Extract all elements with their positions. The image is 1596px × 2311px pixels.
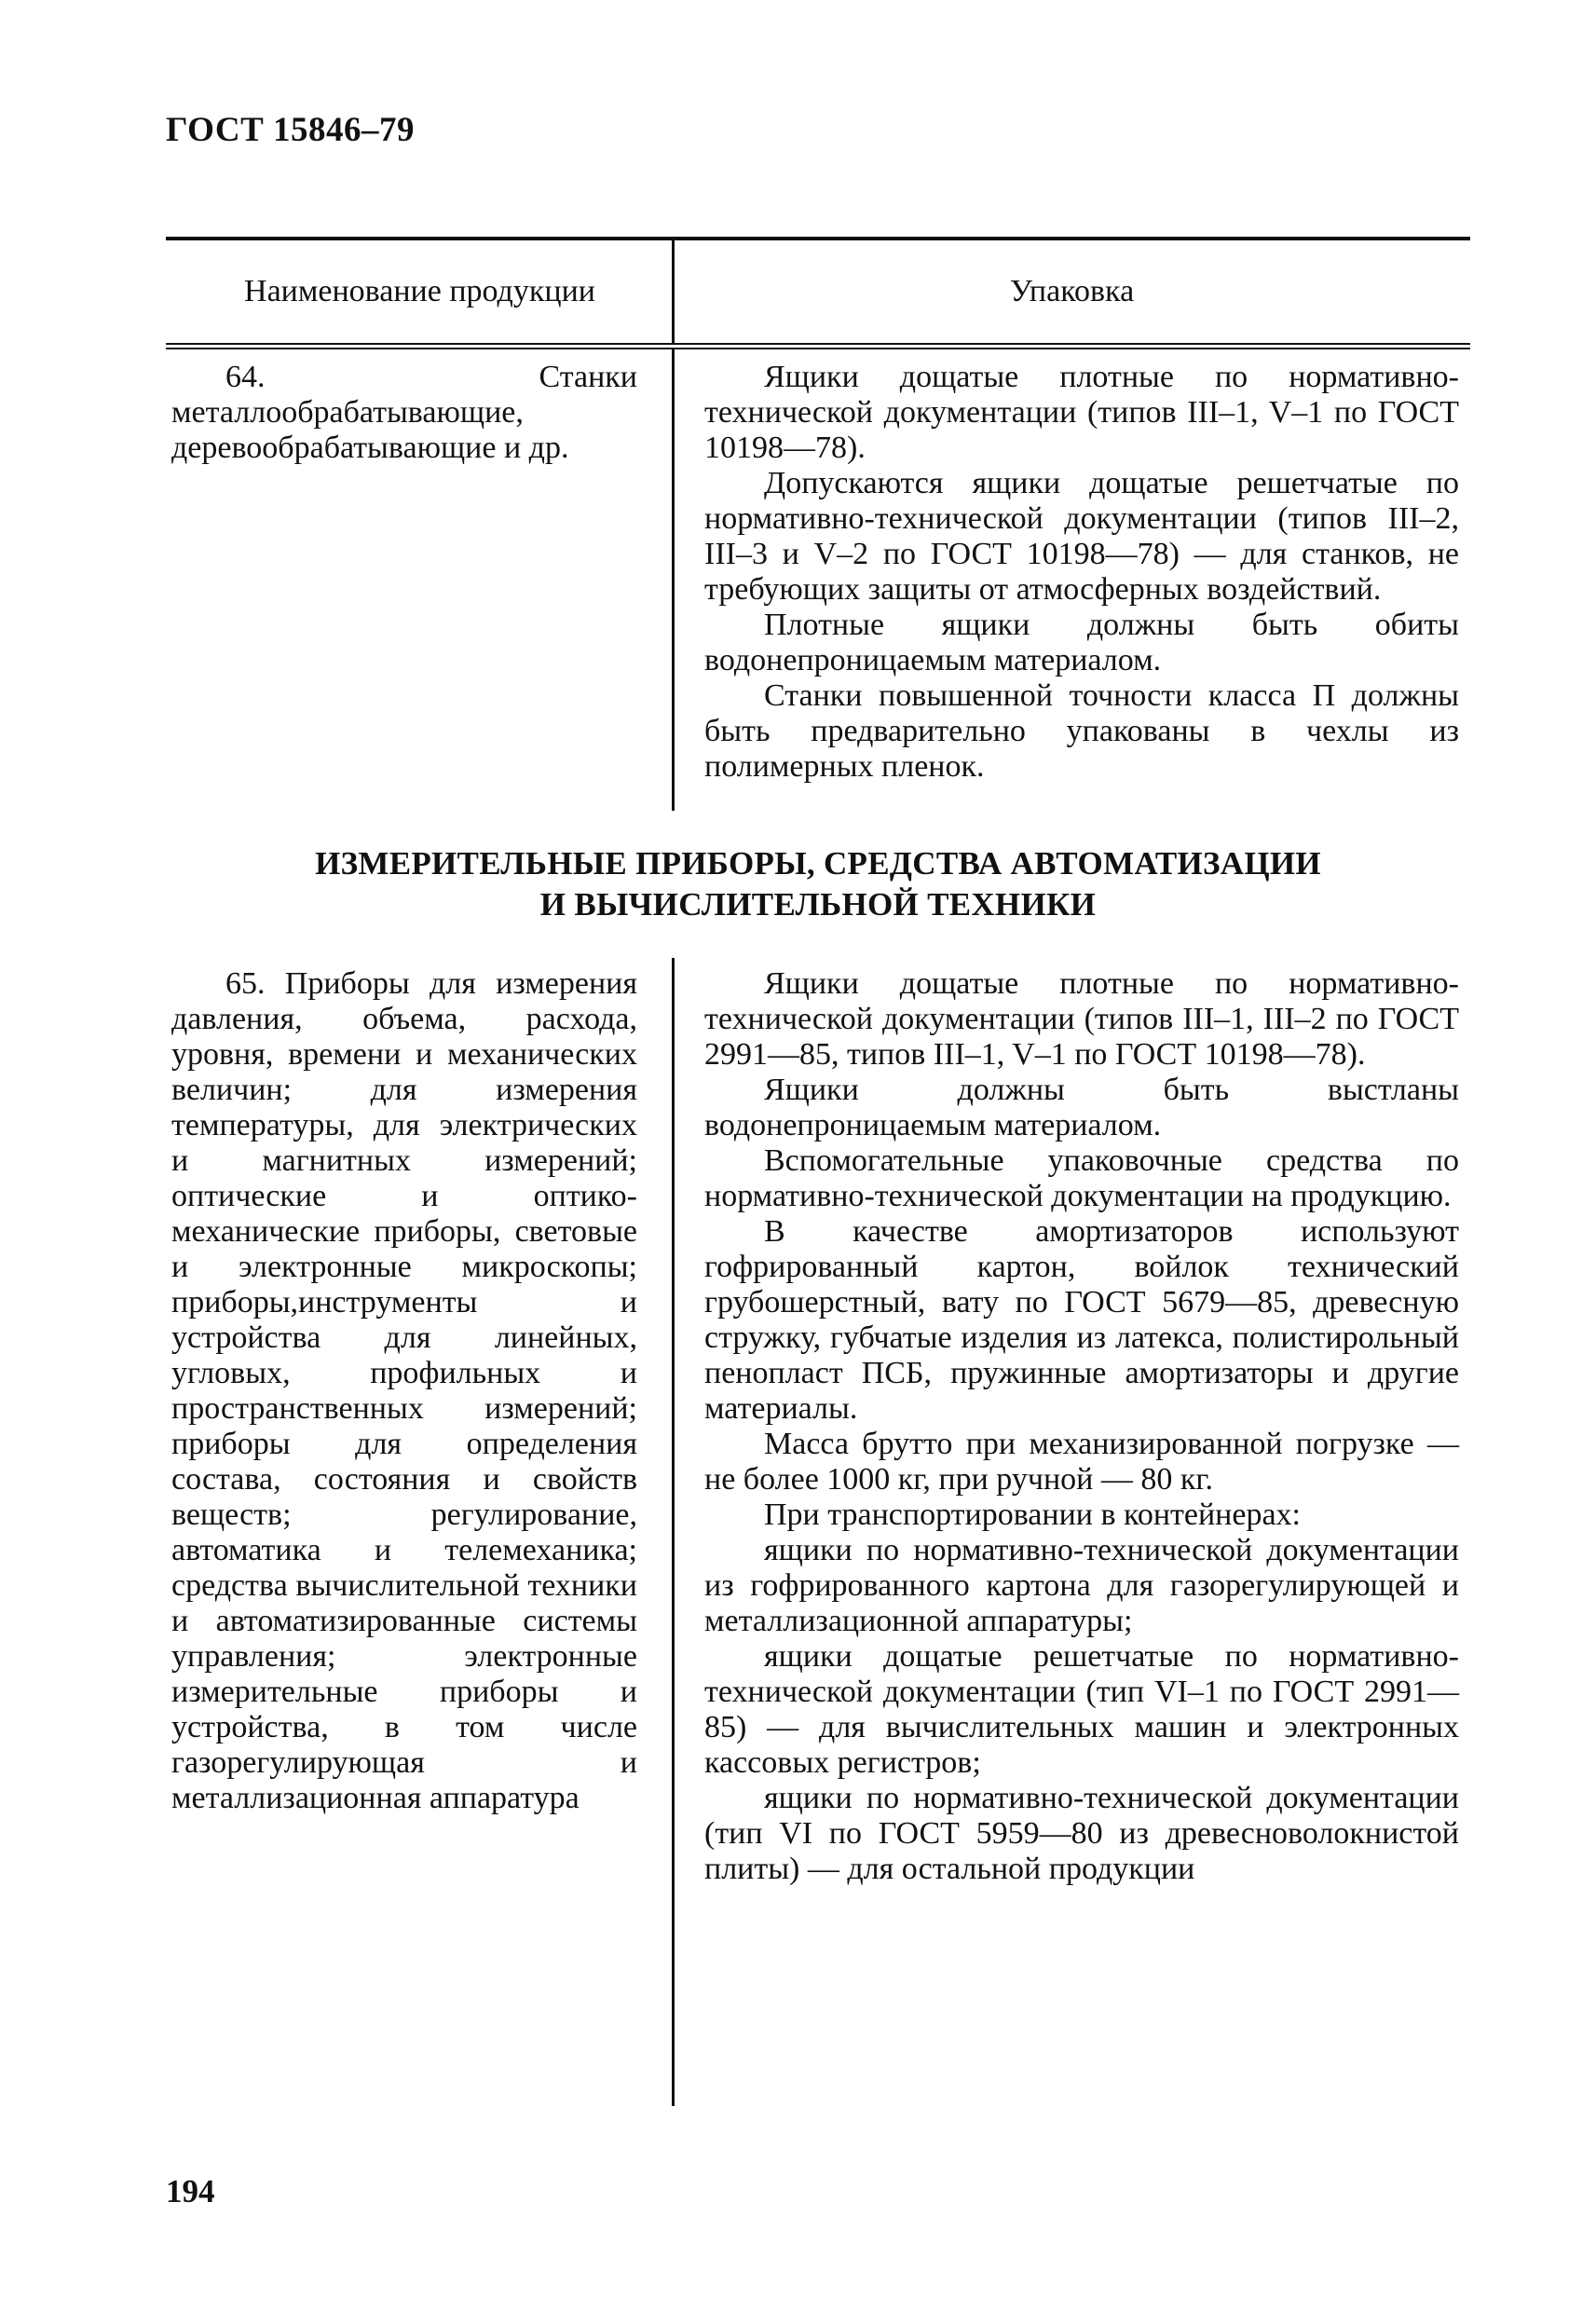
row-64-product <box>171 360 637 466</box>
row-65-packaging-p3: Вспомогательные упаковочные средства по нормативно-технической документации на продукцию. <box>704 1143 1459 1213</box>
row-65-packaging-p2: Ящики должны быть выстланы водонепроницаемым материалом. <box>704 1073 1459 1142</box>
row-65-product-text: 65. Приборы для измерения давления, объема, расхода, уровня, времени и механических величин; для измерения температуры, для электрических и магнитных измерений; оптические и оптико-механические приборы, световые и электронные микроскопы; приборы,инструменты и устройства для линейных, угловых, профильных и пространственных измерений; приборы для определения состава, состояния и свойств веществ; регулирование, автоматика и телемеханика; средства вычислительной техники и автоматизированные системы управления; электронные измерительные приборы и устройства, в том числе газорегулирующая и металлизационная аппаратура <box>171 966 637 1815</box>
row-65-packaging <box>704 966 1459 1887</box>
section-title-line-1: ИЗМЕРИТЕЛЬНЫЕ ПРИБОРЫ, СРЕДСТВА АВТОМАТИЗАЦИИ <box>315 845 1321 882</box>
row-64-packaging <box>704 360 1459 785</box>
row-65-product <box>171 966 637 1816</box>
section-title-line-2: И ВЫЧИСЛИТЕЛЬНОЙ ТЕХНИКИ <box>539 886 1097 923</box>
table-header-row <box>166 240 1470 343</box>
row-64-packaging-p4: Станки повышенной точности класса П должны быть предварительно упакованы в чехлы из полимерных пленок. <box>704 678 1459 784</box>
row-64-product-text: 64. Станки металлообрабатывающие, деревообрабатывающие и др. <box>171 360 637 465</box>
header-double-rule <box>166 343 1470 349</box>
row-64-packaging-p3: Плотные ящики должны быть обиты водонепроницаемым материалом. <box>704 608 1459 677</box>
row-65-column-divider <box>672 958 675 2106</box>
row-65-packaging-p7: ящики по нормативно-технической документации из гофрированного картона для газорегулирующей и металлизационной аппаратуры; <box>704 1533 1459 1638</box>
document-header: ГОСТ 15846–79 <box>166 111 415 149</box>
row-65-packaging-p1: Ящики дощатые плотные по нормативно-технической документации (типов III–1, III–2 по ГОСТ 2991—85, типов III–1, V–1 по ГОСТ 10198—78). <box>704 966 1459 1072</box>
column-header-product: Наименование продукции <box>244 274 595 308</box>
header-column-divider <box>672 240 675 343</box>
row-65-packaging-p4: В качестве амортизаторов используют гофрированный картон, войлок технический грубошерстный, вату по ГОСТ 5679—85, древесную стружку, губчатые изделия из латекса, полистирольный пенопласт ПСБ, пружинные амортизаторы и другие материалы. <box>704 1214 1459 1426</box>
row-65-packaging-p9: ящики по нормативно-технической документации (тип VI по ГОСТ 5959—80 из древесноволокнистой плиты) — для остальной продукции <box>704 1781 1459 1886</box>
row-65-packaging-p8: ящики дощатые решетчатые по нормативно-технической документации (тип VI–1 по ГОСТ 2991—85) — для вычислительных машин и электронных кассовых регистров; <box>704 1639 1459 1780</box>
row-64-column-divider <box>672 349 675 811</box>
row-64-packaging-p1: Ящики дощатые плотные по нормативно-технической документации (типов III–1, V–1 по ГОСТ 10198—78). <box>704 360 1459 465</box>
column-header-packaging: Упаковка <box>1009 274 1135 308</box>
row-64-packaging-p2: Допускаются ящики дощатые решетчатые по нормативно-технической документации (типов III–2, III–3 и V–2 по ГОСТ 10198—78) — для станков, не требующих защиты от атмосферных воздействий. <box>704 466 1459 607</box>
section-title <box>166 843 1470 925</box>
page-number: 194 <box>166 2173 215 2209</box>
row-65-packaging-p6: При транспортировании в контейнерах: <box>764 1497 1301 1532</box>
row-65-packaging-p5: Масса брутто при механизированной погрузке — не более 1000 кг, при ручной — 80 кг. <box>704 1427 1459 1497</box>
